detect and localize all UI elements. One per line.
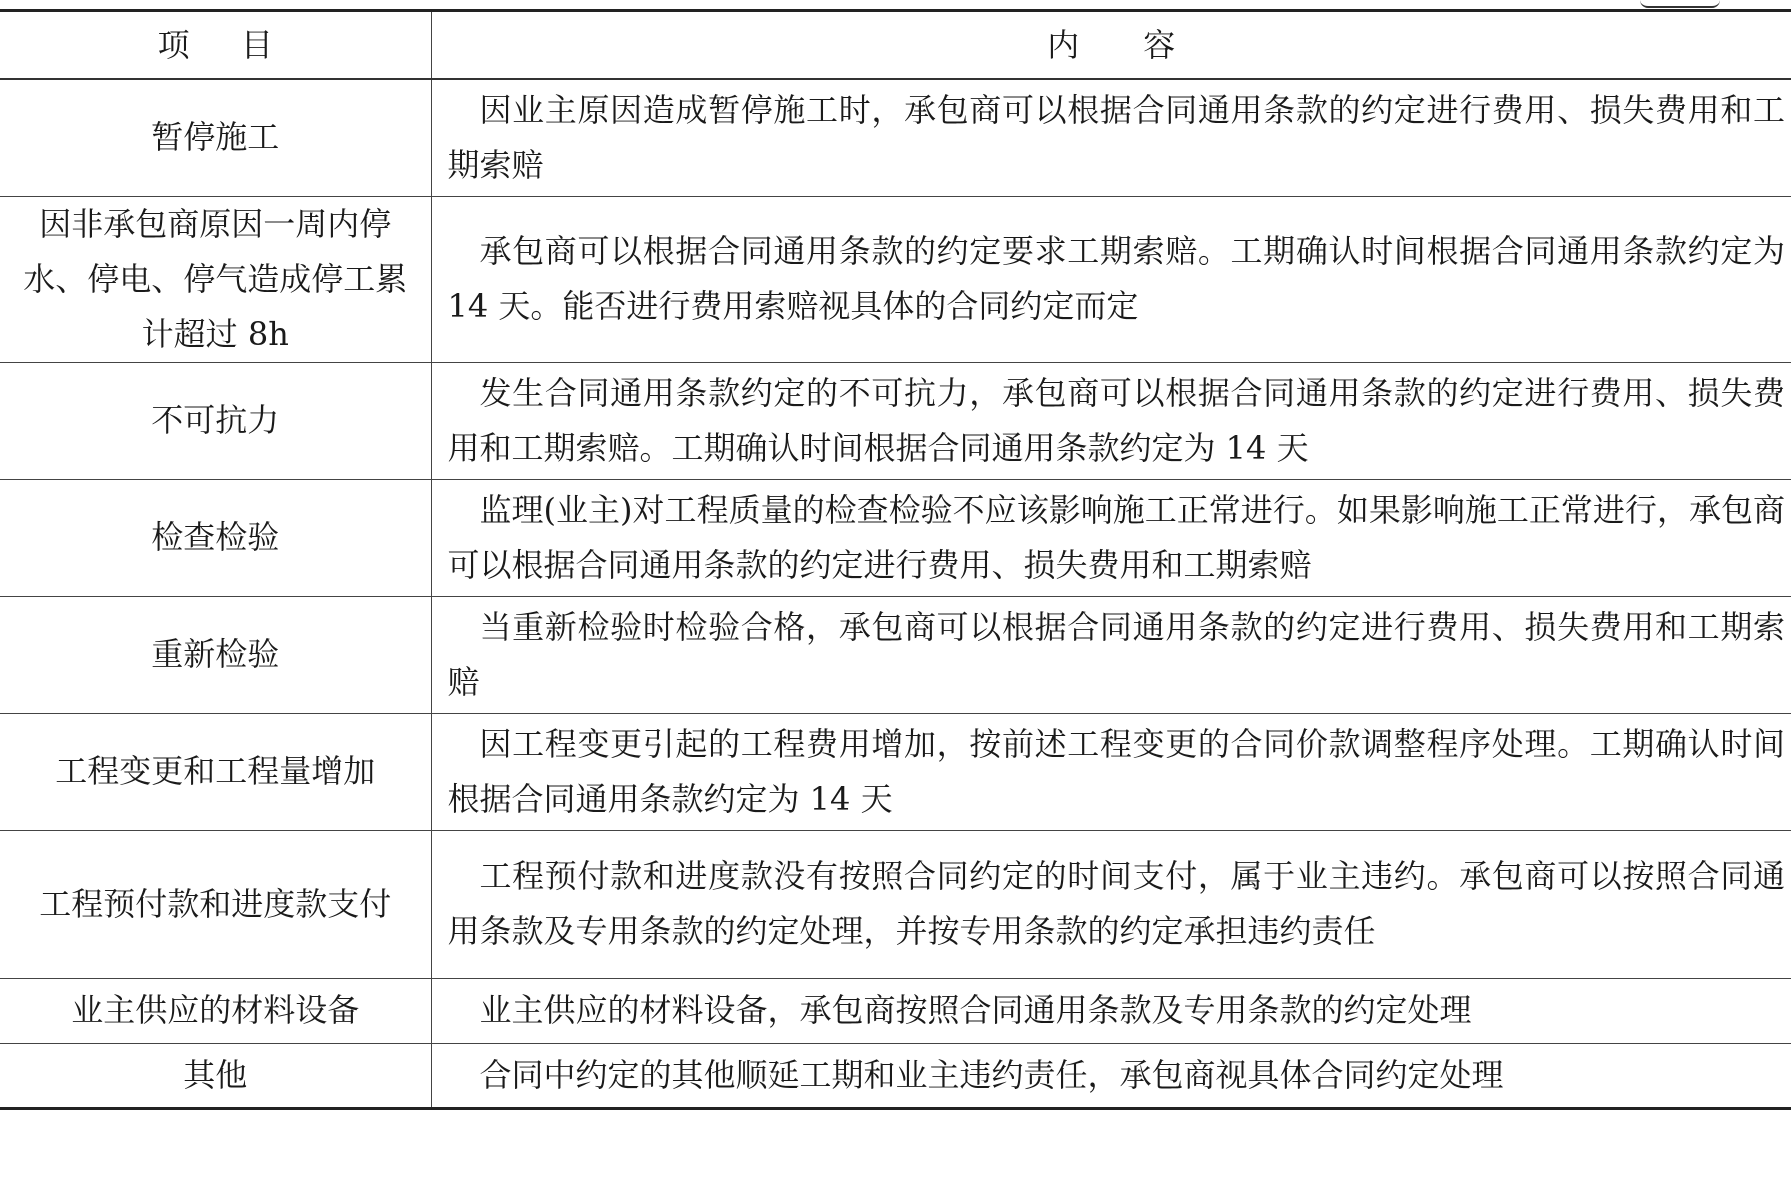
row-content [431,362,1791,479]
table-row [0,596,1791,713]
row-content-text: 当重新检验时检验合格，承包商可以根据合同通用条款的约定进行费用、损失费用和工期索赔 [447,607,1785,701]
row-content-text: 工程预付款和进度款没有按照合同约定的时间支付，属于业主违约。承包商可以按照合同通用条款及专用条款的约定处理，并按专用条款的约定承担违约责任 [447,857,1785,950]
header-item [0,11,431,80]
table-header-row [0,11,1791,80]
claims-table [0,9,1791,1110]
row-content [431,978,1791,1043]
row-item: 业主供应的材料设备 [0,978,431,1043]
table-row [0,79,1791,196]
row-item: 不可抗力 [0,362,431,479]
table-row [0,978,1791,1043]
row-item: 工程变更和工程量增加 [0,713,431,830]
row-item: 工程预付款和进度款支付 [0,830,431,978]
table-row [0,479,1791,596]
row-content [431,596,1791,713]
header-content-label: 内容 [1047,25,1240,64]
table-row [0,830,1791,978]
row-content [431,479,1791,596]
table-row [0,1043,1791,1108]
table-row [0,713,1791,830]
row-item: 检查检验 [0,479,431,596]
row-content-text: 因业主原因造成暂停施工时，承包商可以根据合同通用条款的约定进行费用、损失费用和工期索赔 [447,90,1785,184]
header-content [431,11,1791,80]
row-content [431,196,1791,362]
row-item: 其他 [0,1043,431,1108]
row-content-text: 承包商可以根据合同通用条款的约定要求工期索赔。工期确认时间根据合同通用条款约定为 14 天。能否进行费用索赔视具体的合同约定而定 [447,232,1785,325]
row-content-text: 业主供应的材料设备，承包商按照合同通用条款及专用条款的约定处理 [479,991,1472,1029]
row-content [431,830,1791,978]
row-item-text: 因非承包商原因一周内停水、停电、停气造成停工累计超过 8h [23,204,408,353]
row-content [431,1043,1791,1108]
continued-bracket-mark [1640,0,1720,8]
row-content-text: 合同中约定的其他顺延工期和业主违约责任，承包商视具体合同约定处理 [479,1055,1504,1094]
row-content [431,79,1791,196]
table-row [0,196,1791,362]
header-item-label: 项目 [157,25,325,64]
row-item: 重新检验 [0,596,431,713]
row-content-text: 发生合同通用条款约定的不可抗力，承包商可以根据合同通用条款的约定进行费用、损失费用和工期索赔。工期确认时间根据合同通用条款约定为 14 天 [447,373,1785,467]
row-content-text: 监理(业主)对工程质量的检查检验不应该影响施工正常进行。如果影响施工正常进行，承包商可以根据合同通用条款的约定进行费用、损失费用和工期索赔 [447,490,1785,584]
row-content-text: 因工程变更引起的工程费用增加，按前述工程变更的合同价款调整程序处理。工期确认时间根据合同通用条款约定为 14 天 [447,724,1785,818]
table-row [0,362,1791,479]
row-content [431,713,1791,830]
row-item: 暂停施工 [0,79,431,196]
row-item [0,196,431,362]
